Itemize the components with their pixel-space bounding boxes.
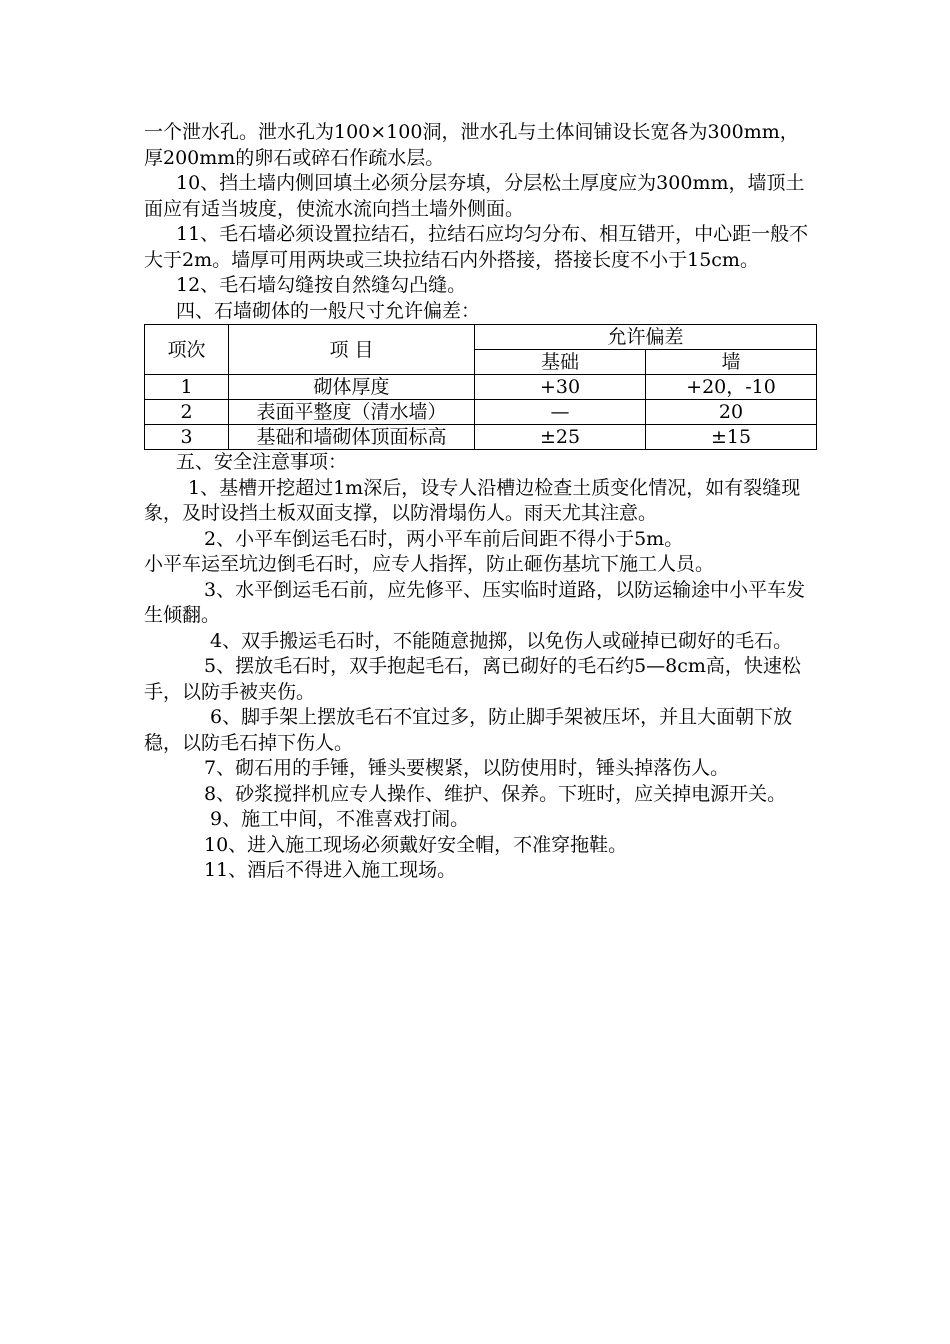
safety-item-7: 7、砌石用的手锤，锤头要楔紧，以防使用时，锤头掉落伤人。 (204, 757, 730, 779)
cell-no: 3 (145, 425, 229, 450)
safety-item-1: 1、基槽开挖超过1m深后，设专人沿槽边检查土质变化情况，如有裂缝现象，及时设挡土板双面支撑，以防滑塌伤人。雨天尤其注意。 (144, 476, 801, 524)
paragraph-item-11: 11、毛石墙必须设置拉结石，拉结石应均匀分布、相互错开，中心距一般不大于2m。墙厚可用两块或三块拉结石内外搭接，搭接长度不小于15cm。 (144, 223, 809, 271)
tolerance-table (144, 324, 817, 450)
safety-item-10: 10、进入施工现场必须戴好安全帽，不准穿拖鞋。 (204, 833, 628, 856)
table-row (145, 425, 817, 450)
safety-item-4: 4、双手搬运毛石时，不能随意抛掷，以免伤人或碰掉已砌好的毛石。 (210, 629, 793, 652)
table-row (145, 400, 817, 425)
section-heading-safety: 五、安全注意事项： (176, 451, 348, 473)
cell-item: 基础和墙砌体顶面标高 (229, 425, 475, 450)
safety-item-2-continued: 小平车运至坑边倒毛石时，应专人指挥，防止砸伤基坑下施工人员。 (144, 553, 715, 575)
safety-item-9: 9、施工中间，不准喜戏打闹。 (210, 808, 470, 830)
cell-wall: ±15 (646, 425, 817, 450)
safety-item-8: 8、砂浆搅拌机应专人操作、维护、保养。下班时，应关掉电源开关。 (204, 782, 787, 805)
cell-foundation: — (475, 400, 646, 425)
cell-no: 1 (145, 375, 229, 400)
safety-item-5: 5、摆放毛石时，双手抱起毛石，离已砌好的毛石约5—8cm高，快速松手，以防手被夹伤。 (144, 655, 801, 703)
cell-foundation: ±25 (475, 425, 646, 450)
paragraph-item-10: 10、挡土墙内侧回填土必须分层夯填，分层松土厚度应为300mm，墙顶土面应有适当坡度，使流水流向挡土墙外侧面。 (144, 172, 805, 220)
table-header-row (145, 325, 817, 350)
cell-item: 砌体厚度 (229, 375, 475, 400)
header-tolerance: 允许偏差 (475, 325, 817, 350)
header-item: 项 目 (229, 325, 475, 375)
cell-wall: 20 (646, 400, 817, 425)
cell-item: 表面平整度（清水墙） (229, 400, 475, 425)
paragraph-drain-hole: 一个泄水孔。泄水孔为100×100洞，泄水孔与土体间铺设长宽各为300mm，厚200mm的卵石或碎石作疏水层。 (144, 121, 799, 169)
safety-item-2: 2、小平车倒运毛石时，两小平车前后间距不得小于5m。 (204, 527, 684, 550)
section-heading-tolerance: 四、石墙砌体的一般尺寸允许偏差： (176, 299, 481, 322)
safety-item-3: 3、水平倒运毛石前，应先修平、压实临时道路，以防运输途中小平车发生倾翻。 (144, 578, 806, 626)
safety-item-11: 11、酒后不得进入施工现场。 (204, 859, 457, 881)
cell-wall: +20，-10 (646, 375, 817, 400)
cell-no: 2 (145, 400, 229, 425)
header-index: 项次 (145, 325, 229, 375)
cell-foundation: +30 (475, 375, 646, 400)
document-page (144, 120, 816, 884)
header-foundation: 基础 (475, 350, 646, 375)
safety-item-6: 6、脚手架上摆放毛石不宜过多，防止脚手架被压坏，并且大面朝下放稳，以防毛石掉下伤人。 (144, 706, 793, 754)
header-wall: 墙 (646, 350, 817, 375)
paragraph-item-12: 12、毛石墙勾缝按自然缝勾凸缝。 (176, 274, 467, 296)
table-row (145, 375, 817, 400)
